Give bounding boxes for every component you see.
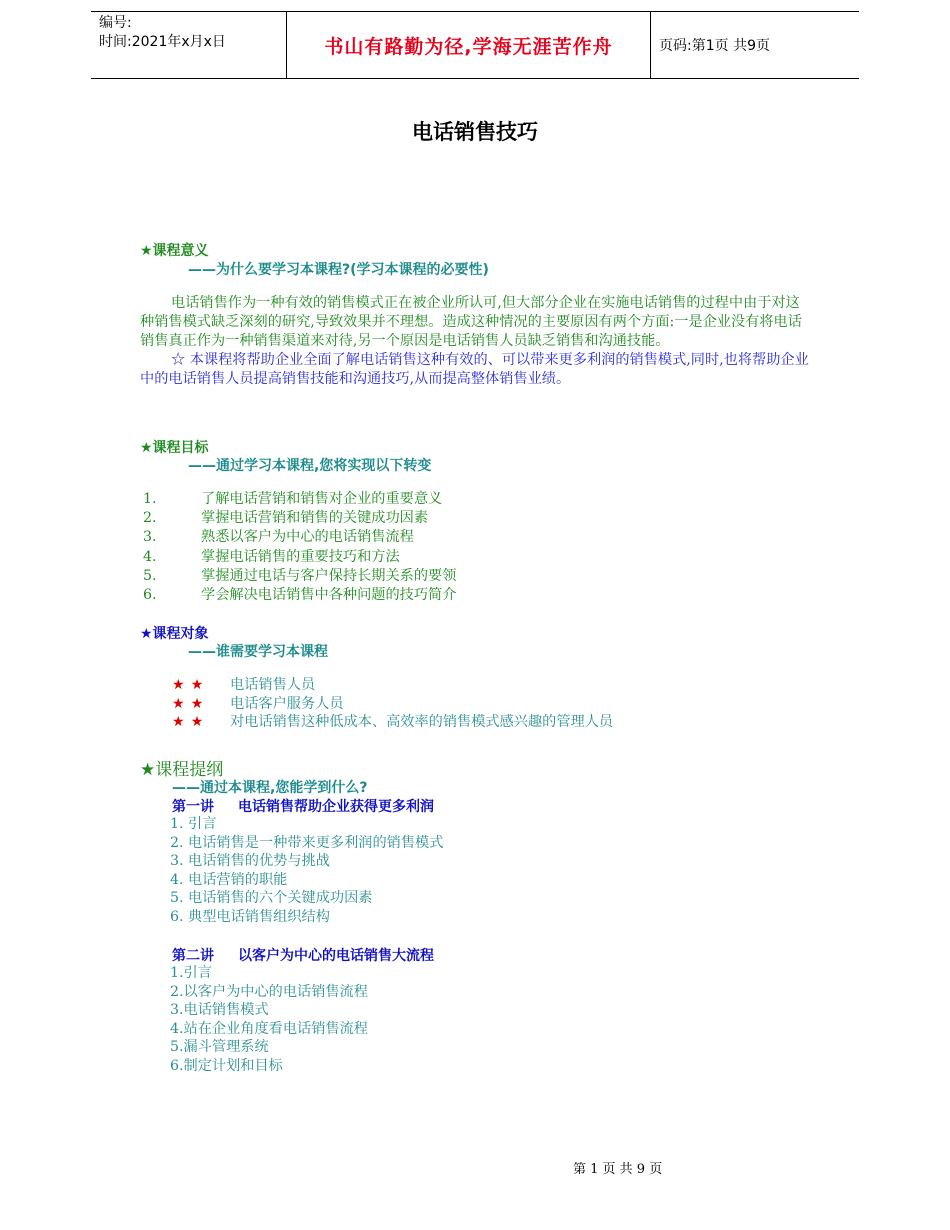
audience-heading: ★课程对象 xyxy=(140,626,209,642)
list-item: 3.电话销售模式 xyxy=(170,1002,269,1019)
list-item: 2.以客户为中心的电话销售流程 xyxy=(170,983,368,1000)
list-item: 2. 电话销售是一种带来更多利润的销售模式 xyxy=(170,834,444,851)
goals-heading: ★课程目标 xyxy=(140,440,209,456)
motto: 书山有路勤为径,学海无涯苦作舟 xyxy=(324,35,613,58)
page-code: 页码:第1页 共9页 xyxy=(659,38,770,54)
lecture-2-heading xyxy=(172,945,434,965)
goals-list xyxy=(143,490,456,605)
list-item: 4.站在企业角度看电话销售流程 xyxy=(170,1020,368,1037)
list-item: ★★ 对电话销售这种低成本、高效率的销售模式感兴趣的管理人员 xyxy=(172,714,614,731)
lecture-2-list xyxy=(170,964,368,1076)
list-item: 3. 熟悉以客户为中心的电话销售流程 xyxy=(143,529,414,546)
significance-heading: ★课程意义 xyxy=(140,243,209,259)
list-item: 6. 学会解决电话销售中各种问题的技巧简介 xyxy=(143,587,457,604)
list-item: ★★ 电话客户服务人员 xyxy=(172,695,344,712)
list-item: ★★ 电话销售人员 xyxy=(172,677,316,693)
list-item: 6. 典型电话销售组织结构 xyxy=(170,908,330,925)
header-page-cell xyxy=(649,12,859,78)
goals-subheading: ——通过学习本课程,您将实现以下转变 xyxy=(188,458,432,474)
lecture-2-number: 第二讲 xyxy=(172,948,214,964)
star-icon: ★★ xyxy=(172,714,210,731)
significance-paragraph-1: 电话销售作为一种有效的销售模式正在被企业所认可,但大部分企业在实施电话销售的过程中由于对这种销售模式缺乏深刻的研究,导致效果并不理想。造成这种情况的主要原因有两个方面:一是企业没有将电话销售真正作为一种销售渠道来对待,另一个原因是电话销售人员缺乏销售和沟通技能。 xyxy=(140,295,802,349)
outline-heading: ★课程提纲 xyxy=(140,760,224,780)
header-motto-cell xyxy=(286,12,651,78)
list-item: 5. 电话销售的六个关键成功因素 xyxy=(170,890,373,907)
outline-subheading: ——通过本课程,您能学到什么? xyxy=(172,780,368,796)
significance-body xyxy=(140,294,812,389)
list-item: 1. 引言 xyxy=(170,816,217,832)
list-item: 6.制定计划和目标 xyxy=(170,1057,283,1074)
lecture-1-number: 第一讲 xyxy=(172,799,214,815)
list-item: 5. 掌握通过电话与客户保持长期关系的要领 xyxy=(143,567,457,584)
list-item: 2. 掌握电话营销和销售的关键成功因素 xyxy=(143,510,429,527)
list-item: 4. 电话营销的职能 xyxy=(170,871,288,888)
list-item: 4. 掌握电话销售的重要技巧和方法 xyxy=(143,548,400,565)
lecture-1-title: 电话销售帮助企业获得更多利润 xyxy=(238,799,434,815)
list-item: 3. 电话销售的优势与挑战 xyxy=(170,853,330,870)
page-title: 电话销售技巧 xyxy=(412,120,538,144)
audience-subheading: ——谁需要学习本课程 xyxy=(188,644,328,660)
lecture-2-title: 以客户为中心的电话销售大流程 xyxy=(238,948,434,964)
list-item: 1. 了解电话营销和销售对企业的重要意义 xyxy=(143,491,443,507)
star-icon: ★★ xyxy=(172,695,210,712)
document-header xyxy=(91,11,859,79)
lecture-1-heading xyxy=(172,796,434,816)
star-icon: ★★ xyxy=(172,677,210,693)
audience-list xyxy=(172,676,613,732)
time-label: 时间:2021年x月x日 xyxy=(99,34,226,50)
significance-paragraph-2: ☆ 本课程将帮助企业全面了解电话销售这种有效的、可以带来更多利润的销售模式,同时,也将帮助企业中的电话销售人员提高销售技能和沟通技巧,从而提高整体销售业绩。 xyxy=(140,352,809,387)
page-footer: 第 1 页 共 9 页 xyxy=(573,1162,663,1177)
list-item: 1.引言 xyxy=(170,965,212,981)
header-meta-cell xyxy=(91,12,286,78)
list-item: 5.漏斗管理系统 xyxy=(170,1039,269,1056)
number-label: 编号: xyxy=(99,15,132,31)
lecture-1-list xyxy=(170,815,443,927)
significance-subheading: ——为什么要学习本课程?(学习本课程的必要性) xyxy=(188,262,489,278)
